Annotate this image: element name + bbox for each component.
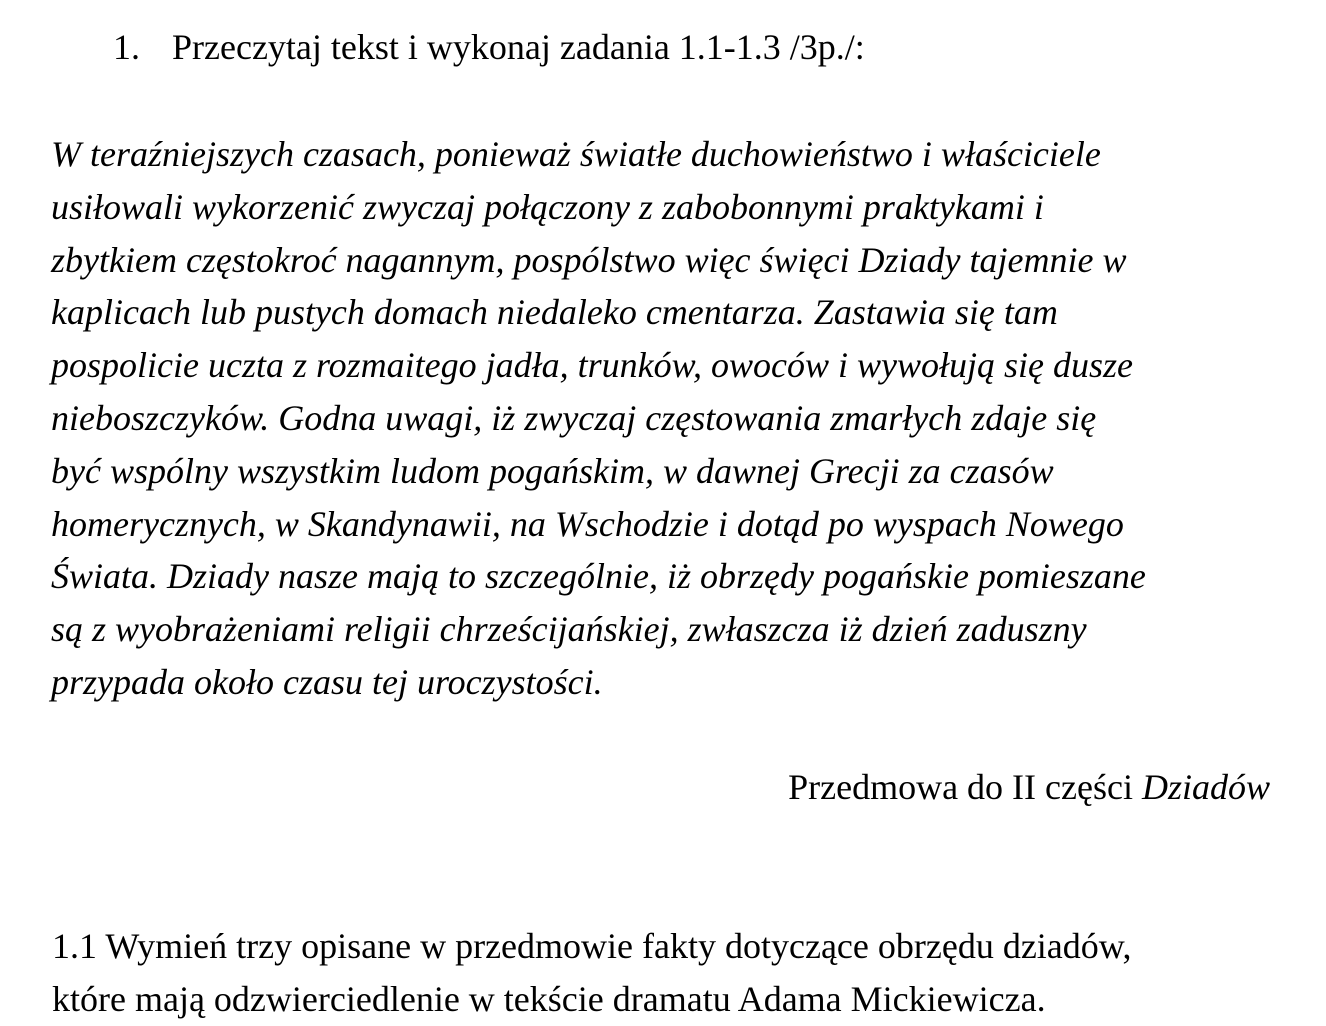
passage-line: kaplicach lub pustych domach niedaleko cmentarza. Zastawia się tam (51, 292, 1058, 333)
question-line: 1.1 Wymień trzy opisane w przedmowie fakty dotyczące obrzędu dziadów, (52, 926, 1132, 966)
source-title: Dziadów (1141, 767, 1270, 807)
passage-line: być wspólny wszystkim ludom pogańskim, w dawnej Grecji za czasów (51, 450, 1054, 491)
passage-line: zbytkiem częstokroć nagannym, pospólstwo więc święci Dziady tajemnie w (51, 239, 1127, 280)
source-prefix: Przedmowa do II części (788, 767, 1142, 807)
passage-line: nieboszczyków. Godna uwagi, iż zwyczaj częstowania zmarłych zdaje się (51, 397, 1097, 438)
passage-line: pospolicie uczta z rozmaitego jadła, trunków, owoców i wywołują się dusze (51, 345, 1133, 386)
passage-quote (51, 128, 1291, 709)
passage-line: homerycznych, w Skandynawii, na Wschodzie i dotąd po wyspach Nowego (51, 503, 1124, 544)
passage-line: przypada około czasu tej uroczystości. (51, 661, 603, 702)
question-line: które mają odzwierciedlenie w tekście dramatu Adama Mickiewicza. (52, 979, 1046, 1019)
passage-line: są z wyobrażeniami religii chrześcijańskiej, zwłaszcza iż dzień zaduszny (51, 609, 1087, 650)
source-attribution (0, 764, 1270, 810)
passage-line: W teraźniejszych czasach, ponieważ światłe duchowieństwo i właściciele (51, 134, 1101, 174)
task-number: 1. (113, 27, 140, 67)
task-instruction: Przeczytaj tekst i wykonaj zadania 1.1-1.3 /3p./: (172, 27, 865, 67)
task-heading (113, 24, 865, 70)
passage-line: usiłowali wykorzenić zwyczaj połączony z zabobonnymi praktykami i (51, 186, 1044, 227)
question-1-1 (52, 920, 1131, 1026)
passage-line: Świata. Dziady nasze mają to szczególnie, iż obrzędy pogańskie pomieszane (51, 556, 1146, 597)
